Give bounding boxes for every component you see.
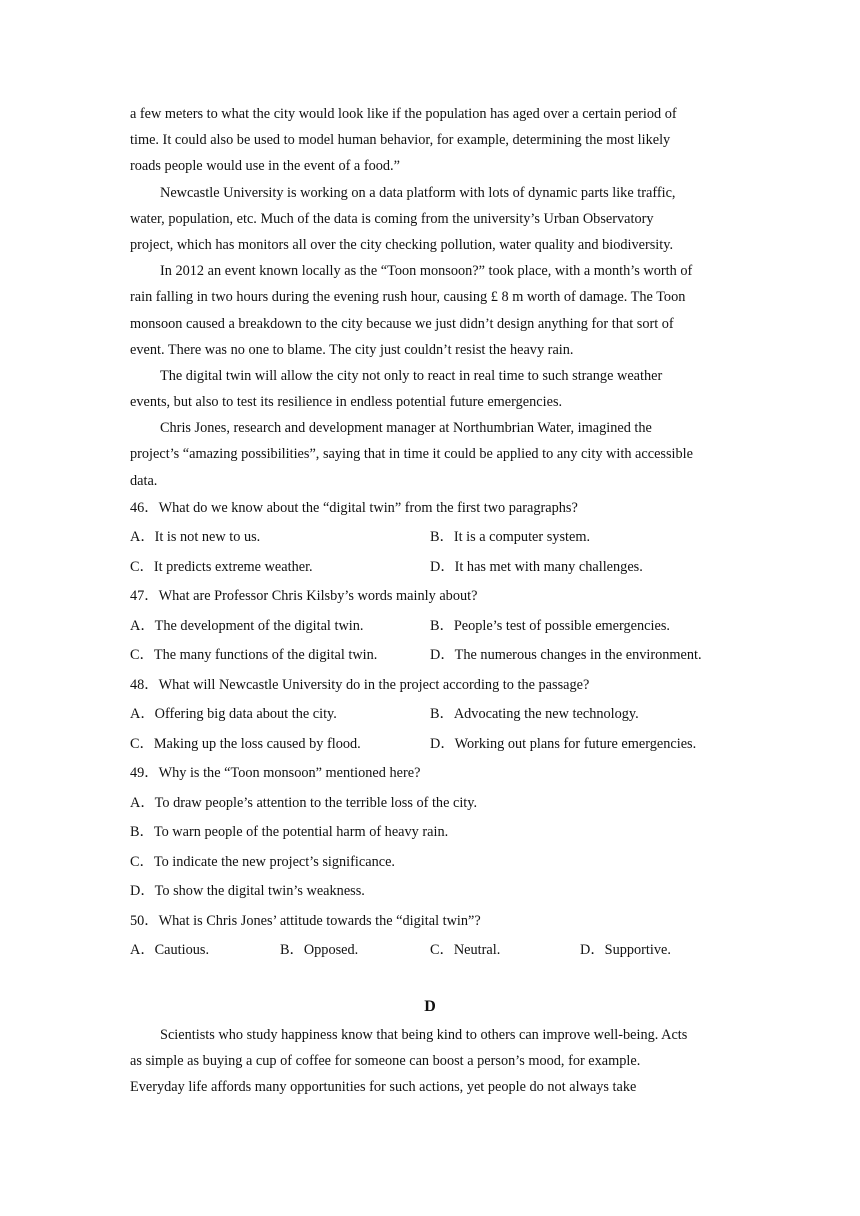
text-line: as simple as buying a cup of coffee for someone can boost a person’s mood, for example.	[130, 1053, 641, 1069]
text-line: rain falling in two hours during the evening rush hour, causing £ 8 m worth of damage. The Toon	[130, 289, 686, 306]
option-d: D．Working out plans for future emergencies.	[430, 735, 697, 752]
question-stem: 47．What are Professor Chris Kilsby’s words mainly about?	[130, 588, 478, 605]
text-line: Newcastle University is working on a data platform with lots of dynamic parts like traffic,	[160, 184, 676, 201]
option-b: B．People’s test of possible emergencies.	[430, 617, 670, 634]
option-a: A．To draw people’s attention to the terrible loss of the city.	[130, 794, 478, 811]
paragraph	[130, 180, 730, 259]
option-d: D．Supportive.	[580, 942, 671, 959]
text-line: time. It could also be used to model human behavior, for example, determining the most likely	[130, 132, 671, 149]
option-c: C．Neutral.	[430, 942, 501, 959]
passage-c	[130, 101, 730, 494]
question-stem: 49．Why is the “Toon monsoon” mentioned here?	[130, 765, 421, 782]
text-line: events, but also to test its resilience in endless potential future emergencies.	[130, 394, 563, 411]
option-row	[130, 553, 730, 583]
question-stem: 46．What do we know about the “digital twin” from the first two paragraphs?	[130, 499, 578, 516]
option-c: C．The many functions of the digital twin.	[130, 647, 378, 664]
option-row	[130, 936, 730, 966]
text-line: water, population, etc. Much of the data is coming from the university’s Urban Observatory	[130, 210, 654, 227]
option-d: D．It has met with many challenges.	[430, 558, 643, 575]
question-stem: 48．What will Newcastle University do in the project according to the passage?	[130, 676, 590, 693]
document-page	[130, 101, 730, 1100]
text-line: Chris Jones, research and development manager at Northumbrian Water, imagined the	[160, 420, 652, 437]
text-line: monsoon caused a breakdown to the city because we just didn’t design anything for that sort of	[130, 315, 674, 332]
text-line: Everyday life affords many opportunities for such actions, yet people do not always take	[130, 1079, 637, 1096]
text-line: The digital twin will allow the city not only to react in real time to such strange weather	[160, 367, 663, 384]
option-c: C．Making up the loss caused by flood.	[130, 735, 361, 752]
text-line: project’s “amazing possibilities”, saying that in time it could be applied to any city with accessible	[130, 446, 693, 463]
option-d: D．The numerous changes in the environment.	[430, 647, 702, 664]
paragraph	[130, 101, 730, 180]
question-list	[130, 494, 730, 966]
option-c: C．To indicate the new project’s significance.	[130, 853, 395, 870]
option-row	[130, 523, 730, 553]
paragraph	[130, 258, 730, 363]
text-line: project, which has monitors all over the city checking pollution, water quality and biodiversity.	[130, 236, 674, 253]
option-b: B．Opposed.	[280, 942, 359, 959]
paragraph	[130, 415, 730, 494]
paragraph	[130, 363, 730, 415]
text-line: a few meters to what the city would look like if the population has aged over a certain period of	[130, 106, 677, 122]
option-a: A．It is not new to us.	[130, 529, 261, 546]
option-row	[130, 641, 730, 671]
option-b: B．It is a computer system.	[430, 529, 591, 546]
option-b: B．Advocating the new technology.	[430, 706, 639, 723]
section-heading: D	[424, 997, 436, 1015]
option-a: A．Cautious.	[130, 942, 210, 959]
option-a: A．The development of the digital twin.	[130, 617, 364, 634]
option-b: B．To warn people of the potential harm of heavy rain.	[130, 824, 449, 841]
text-line: roads people would use in the event of a food.”	[130, 158, 400, 175]
option-row	[130, 730, 730, 760]
passage-d	[130, 1022, 730, 1101]
text-line: Scientists who study happiness know that being kind to others can improve well-being. Acts	[160, 1026, 688, 1043]
text-line: event. There was no one to blame. The city just couldn’t resist the heavy rain.	[130, 341, 574, 358]
option-row	[130, 700, 730, 730]
text-line: In 2012 an event known locally as the “Toon monsoon?” took place, with a month’s worth of	[160, 263, 693, 280]
option-row	[130, 612, 730, 642]
text-line: data.	[130, 472, 158, 489]
option-c: C．It predicts extreme weather.	[130, 558, 313, 575]
question-stem: 50．What is Chris Jones’ attitude towards the “digital twin”?	[130, 912, 481, 929]
option-d: D．To show the digital twin’s weakness.	[130, 883, 365, 900]
option-a: A．Offering big data about the city.	[130, 706, 337, 723]
